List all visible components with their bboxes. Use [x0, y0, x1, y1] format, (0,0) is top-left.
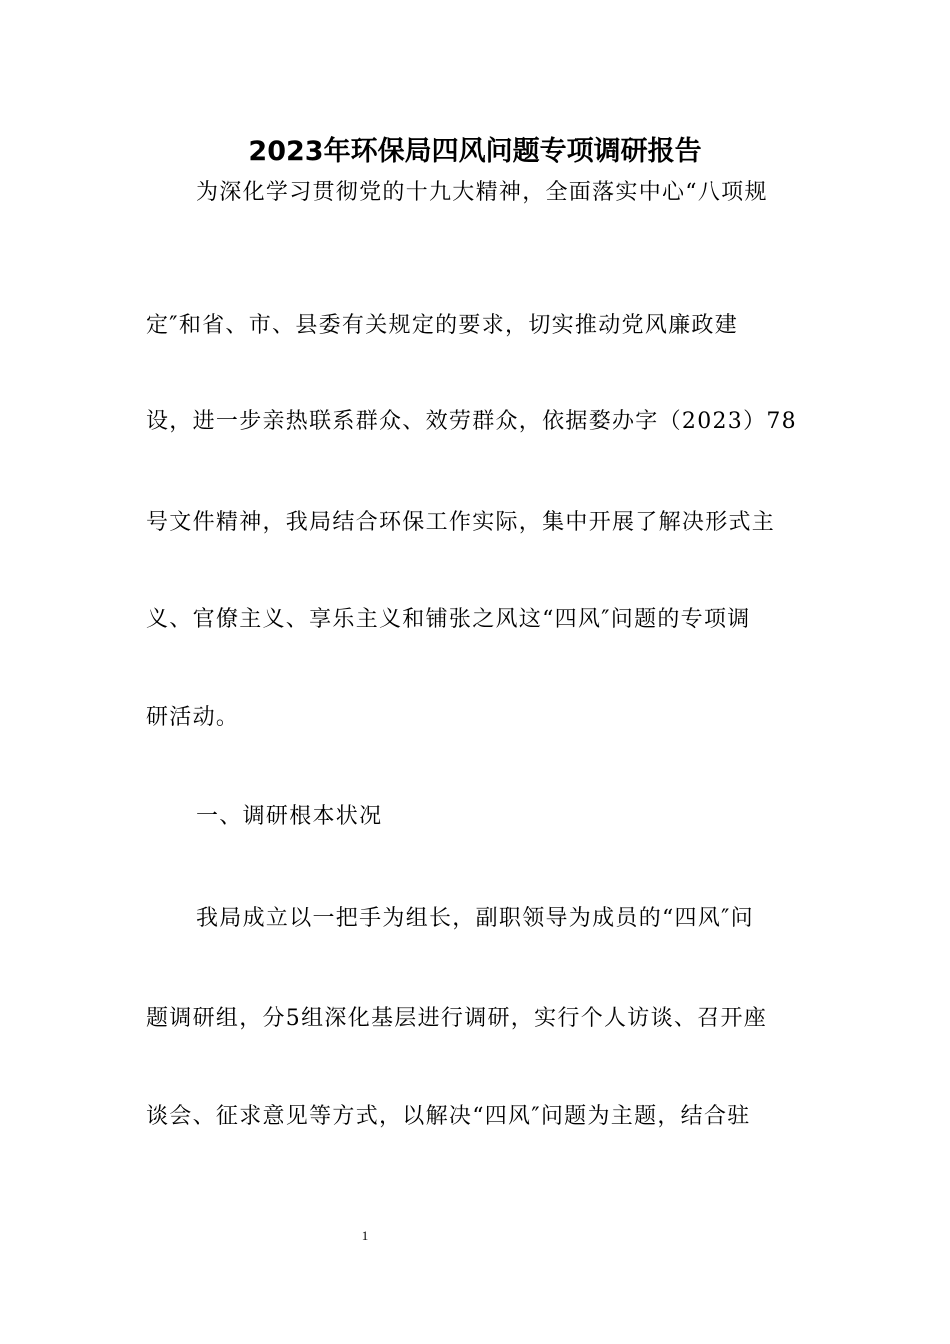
section-heading: 一、调研根本状况	[196, 804, 383, 829]
paragraph-line: 谈会、征求意见等方式，以解决“四风″问题为主题，结合驻	[146, 1104, 751, 1129]
paragraph-line: 题调研组，分5组深化基层进行调研，实行个人访谈、召开座	[146, 1006, 768, 1031]
paragraph-line: 为深化学习贯彻党的十九大精神，全面落实中心“八项规	[196, 180, 768, 205]
paragraph-line: 定″和省、市、县委有关规定的要求，切实推动党风廉政建	[146, 313, 739, 338]
paragraph-line: 义、官僚主义、享乐主义和铺张之风这“四风″问题的专项调	[146, 607, 751, 632]
document-title: 2023年环保局四风问题专项调研报告	[248, 136, 702, 167]
page-number: 1	[361, 1228, 369, 1243]
paragraph-line: 设，进一步亲热联系群众、效劳群众，依据婺办字（2023）78	[146, 409, 797, 434]
paragraph-line: 我局成立以一把手为组长，副职领导为成员的“四风″问	[196, 906, 754, 931]
paragraph-line: 研活动。	[146, 705, 240, 730]
paragraph-line: 号文件精神，我局结合环保工作实际，集中开展了解决形式主	[146, 510, 776, 535]
